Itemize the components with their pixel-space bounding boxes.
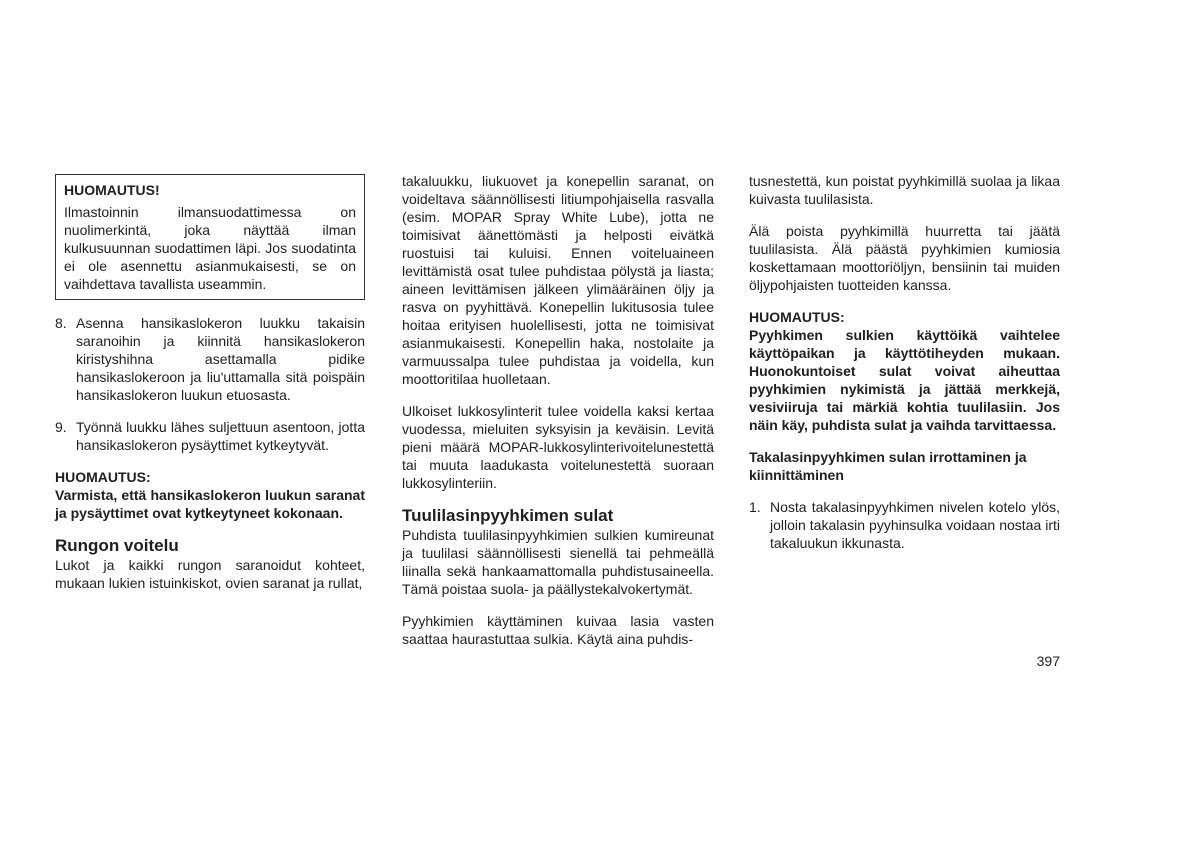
notice-box [55, 174, 365, 300]
paragraph: Lukot ja kaikki rungon saranoidut kohteet, mukaan lukien istuinkiskot, ovien saranat ja rullat, [55, 557, 365, 591]
step-text: Työnnä luukku lähes suljettuun asentoon, jotta hansikaslokeron pysäyttimet kytkeytyvät. [76, 419, 365, 453]
paragraph: Ulkoiset lukkosylinterit tulee voidella kaksi kertaa vuodessa, mieluiten syksyisin ja keväisin. Levitä pieni määrä MOPAR-lukkosylinterivoitelunestettä tai muuta laadukasta voitelunestettä suoraan lukkosylinteriin. [402, 403, 714, 491]
right-column [749, 172, 1060, 552]
list-item-step-8 [55, 314, 365, 404]
section-heading-wiper-blades: Tuulilasinpyyhkimen sulat [402, 506, 614, 525]
left-column [55, 172, 365, 592]
note-title: HUOMAUTUS: [749, 309, 845, 325]
note-title: HUOMAUTUS: [55, 469, 151, 485]
list-item-step-9 [55, 418, 365, 454]
paragraph: Pyyhkimien käyttäminen kuivaa lasia vasten saattaa haurastuttaa sulkia. Käytä aina puhdis- [402, 613, 714, 647]
paragraph: Puhdista tuulilasinpyyhkimien sulkien kumireunat ja tuulilasi säännöllisesti sienellä tai pehmeällä liinalla sekä hankaamattomalla puhdistusaineella. Tämä poistaa suola- ja päällystekalvokertymät. [402, 527, 714, 597]
notice-title: HUOMAUTUS! [64, 182, 160, 198]
list-item-step-1 [749, 498, 1060, 552]
note-text: Varmista, että hansikaslokeron luukun saranat ja pysäyttimet ovat kytkeytyneet kokonaan. [55, 487, 365, 521]
note-text: Pyyhkimen sulkien käyttöikä vaihtelee käyttöpaikan ja käyttötiheyden mukaan. Huonokuntoiset sulat voivat aiheuttaa pyyhkimien nykimistä ja jättää merkkejä, vesiviiruja tai märkiä kohtia tuulilasiin. Jos näin käy, puhdista sulat ja vaihda tarvittaessa. [749, 327, 1060, 433]
section-heading-body-lubrication: Rungon voitelu [55, 536, 179, 555]
step-text: Asenna hansikaslokeron luukku takaisin saranoihin ja kiinnitä hansikaslokeron kiristyshihna asettamalla pidike hansikaslokeroon ja liu'uttamalla sitä poispäin hansikaslokeron luukun etuosasta. [76, 315, 365, 403]
middle-column [402, 172, 714, 648]
paragraph: takaluukku, liukuovet ja konepellin saranat, on voideltava säännöllisesti litiumpohjaisella rasvalla (esim. MOPAR Spray White Lube), jotta ne toimisivat äänettömästi ja helposti eivätkä ruostuisi tai kuluisi. Ennen voiteluaineen levittämistä osat tulee puhdistaa pölystä ja liasta; aineen levittämisen jälkeen ylimääräinen öljy ja rasva on pyyhittävä. Konepellin lukitusosia tulee hoitaa erityisen huolellisesti, jotta ne toimisivat asianmukaisesti. Konepellin haka, nostolaite ja varmuussalpa tulee puhdistaa ja voidella, kun moottoritilaa huolletaan. [402, 173, 714, 387]
step-number: 9. [55, 419, 67, 435]
paragraph: tusnestettä, kun poistat pyyhkimillä suolaa ja likaa kuivasta tuulilasista. [749, 173, 1060, 207]
step-number: 8. [55, 315, 67, 331]
paragraph: Älä poista pyyhkimillä huurretta tai jäätä tuulilasista. Älä päästä pyyhkimien kumiosia koskettamaan moottoriöljyn, bensiinin tai muiden öljypohjaisten tuotteiden kanssa. [749, 223, 1060, 293]
notice-text: Ilmastoinnin ilmansuodattimessa on nuolimerkintä, joka näyttää ilman kulkusuunnan suodattimen läpi. Jos suodatinta ei ole asennettu asianmukaisesti, se on vaihdettava tavallista useammin. [64, 204, 356, 292]
step-text: Nosta takalasinpyyhkimen nivelen kotelo ylös, jolloin takalasin pyyhinsulka voidaan nostaa irti takaluukun ikkunasta. [770, 499, 1060, 551]
step-number: 1. [749, 499, 761, 515]
page-number: 397 [1036, 653, 1060, 669]
subheading-rear-wiper: Takalasinpyyhkimen sulan irrottaminen ja kiinnittäminen [749, 449, 1027, 483]
